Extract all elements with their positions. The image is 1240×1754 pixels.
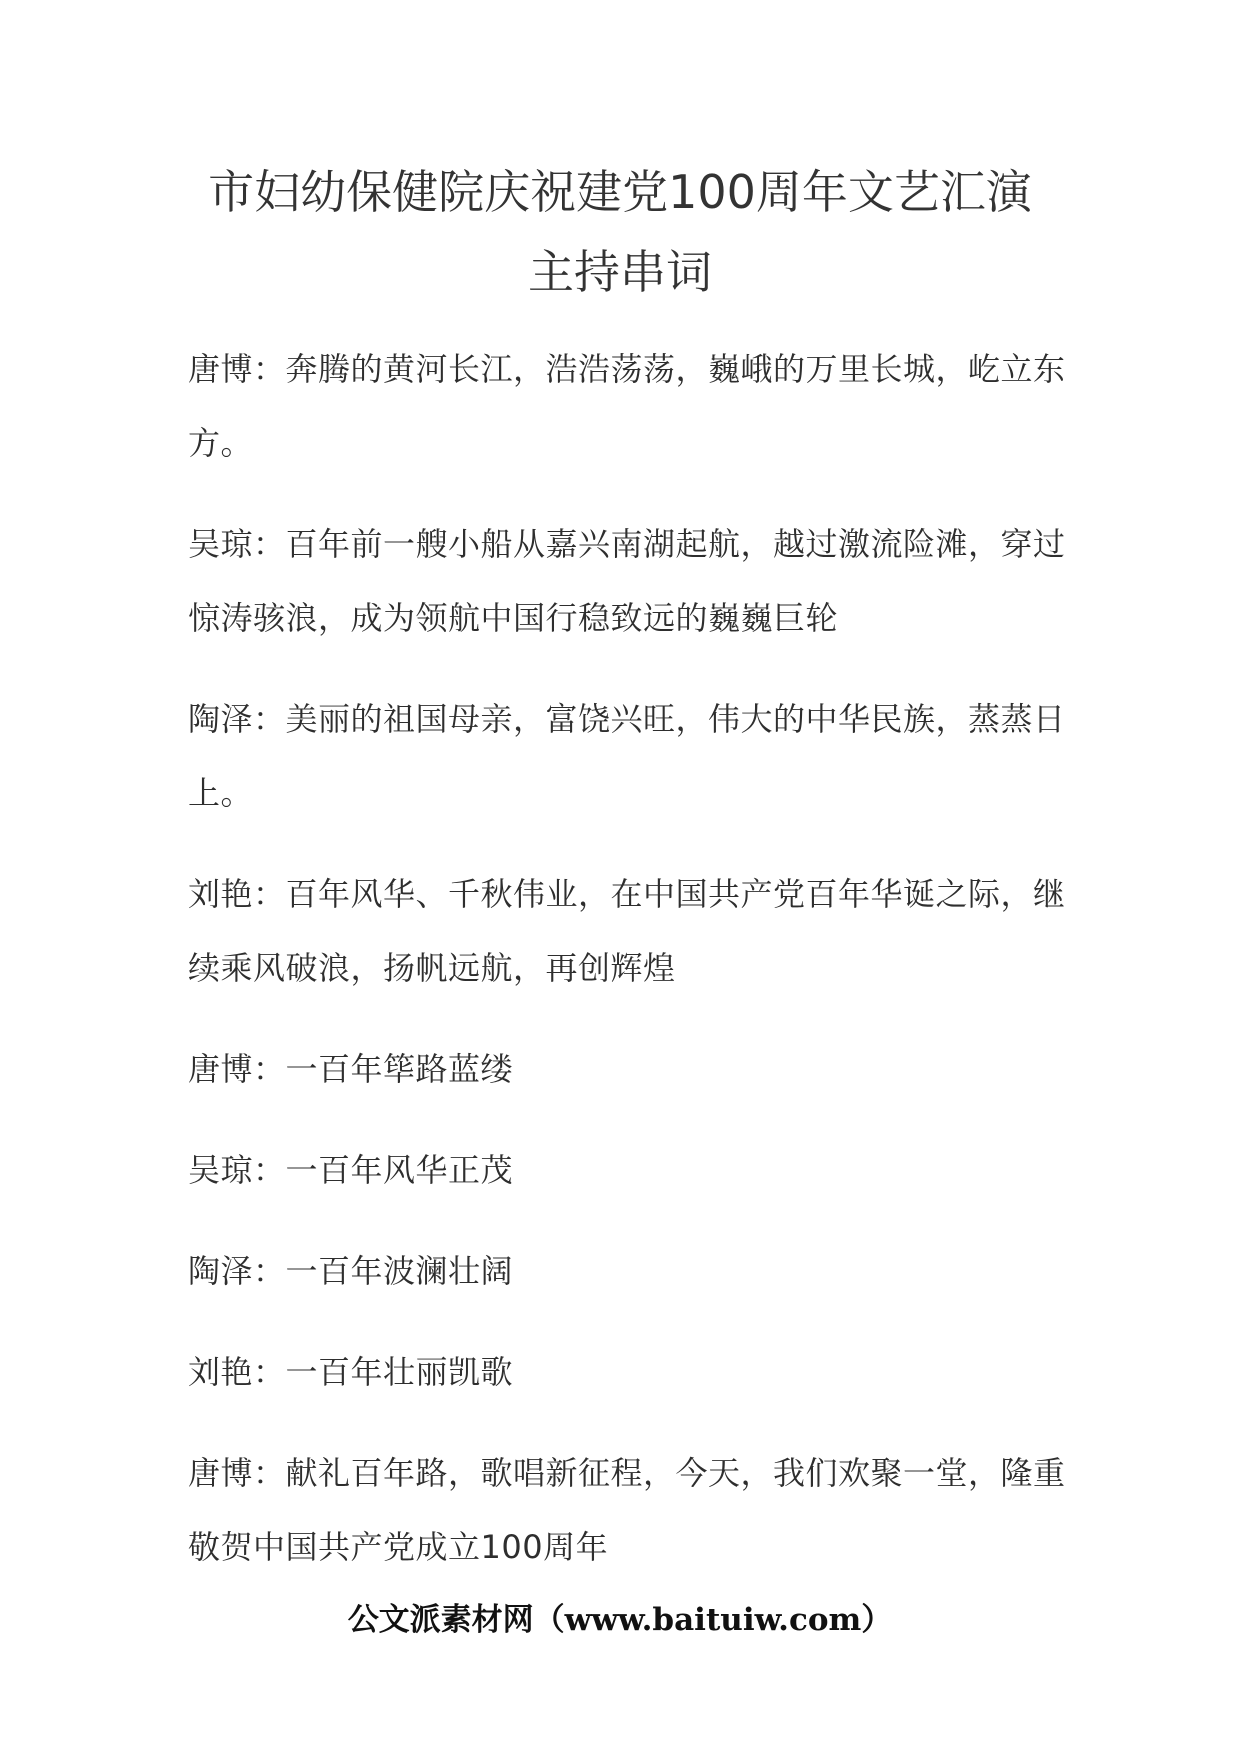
script-line: 刘艳：百年风华、千秋伟业，在中国共产党百年华诞之际，继续乘风破浪，扬帆远航，再创辉煌 [188, 875, 1066, 987]
script-line: 陶泽：美丽的祖国母亲，富饶兴旺，伟大的中华民族，蒸蒸日上。 [188, 700, 1066, 812]
host-script [188, 332, 1068, 1611]
script-line: 吴琼：一百年风华正茂 [188, 1151, 514, 1189]
script-line: 唐博：献礼百年路，歌唱新征程，今天，我们欢聚一堂，隆重敬贺中国共产党成立100周年 [188, 1454, 1066, 1566]
script-line: 唐博：一百年筚路蓝缕 [188, 1050, 514, 1088]
title-line-1: 市妇幼保健院庆祝建党100周年文艺汇演 [208, 165, 1032, 219]
script-line: 吴琼：百年前一艘小船从嘉兴南湖起航，越过激流险滩，穿过惊涛骇浪，成为领航中国行稳致远的巍巍巨轮 [188, 525, 1066, 637]
page-title [150, 152, 1090, 312]
title-line-2: 主持串词 [528, 245, 712, 299]
script-line: 刘艳：一百年壮丽凯歌 [188, 1353, 514, 1391]
footer-watermark: 公文派素材网（www.baituiw.com） [347, 1602, 893, 1638]
script-line: 陶泽：一百年波澜壮阔 [188, 1252, 514, 1290]
script-line: 唐博：奔腾的黄河长江，浩浩荡荡，巍峨的万里长城，屹立东方。 [188, 350, 1066, 462]
